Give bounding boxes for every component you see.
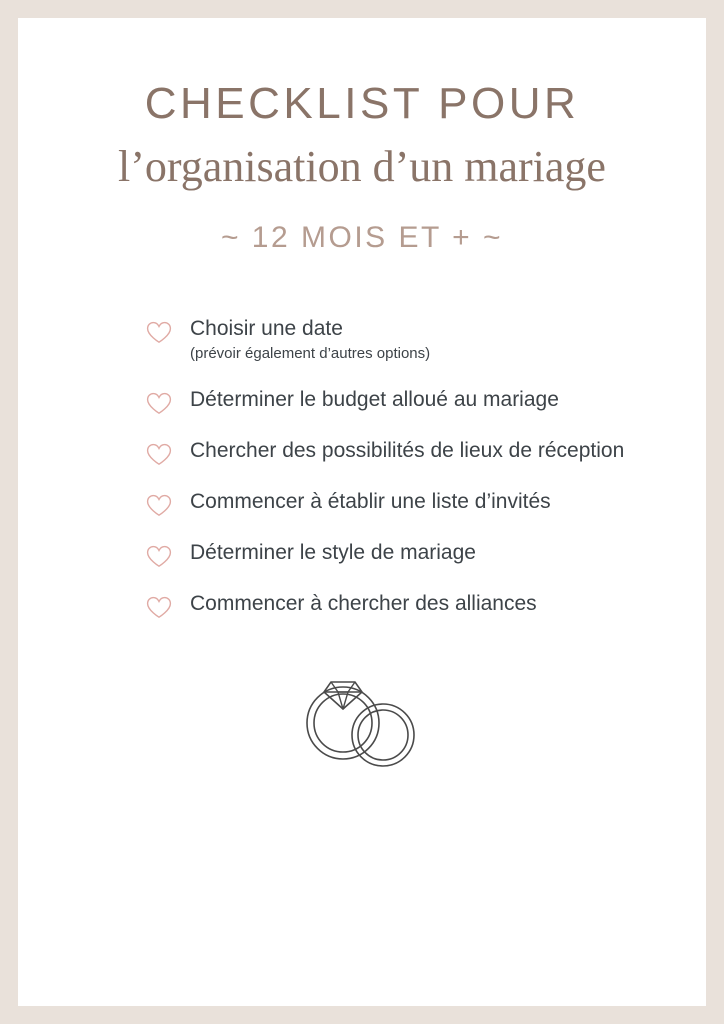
list-item-label: Déterminer le style de mariage bbox=[190, 540, 476, 564]
heart-icon[interactable] bbox=[146, 590, 172, 619]
page-subtitle: l’organisation d’un mariage bbox=[118, 142, 606, 192]
list-item-label: Commencer à chercher des alliances bbox=[190, 591, 537, 615]
checklist-page bbox=[18, 18, 706, 1006]
page-header bbox=[18, 18, 706, 255]
list-item-title: Choisir une date bbox=[190, 316, 343, 340]
heart-icon[interactable] bbox=[146, 437, 172, 466]
checklist bbox=[18, 315, 706, 619]
wedding-rings-icon bbox=[287, 647, 437, 777]
list-item-label: Commencer à établir une liste d’invités bbox=[190, 489, 551, 513]
list-item-label bbox=[190, 315, 430, 364]
list-item[interactable] bbox=[146, 386, 706, 415]
list-item[interactable] bbox=[146, 590, 706, 619]
list-item[interactable] bbox=[146, 315, 706, 364]
heart-icon[interactable] bbox=[146, 539, 172, 568]
wedding-rings-illustration bbox=[18, 647, 706, 777]
list-item-note: (prévoir également d’autres options) bbox=[190, 345, 431, 363]
page-title: CHECKLIST POUR bbox=[144, 79, 580, 128]
heart-icon[interactable] bbox=[146, 386, 172, 415]
list-item-label: Déterminer le budget alloué au mariage bbox=[190, 387, 559, 411]
list-item[interactable] bbox=[146, 437, 706, 466]
list-item[interactable] bbox=[146, 539, 706, 568]
heart-icon[interactable] bbox=[146, 315, 172, 344]
list-item-label: Chercher des possibilités de lieux de réception bbox=[190, 438, 625, 462]
list-item[interactable] bbox=[146, 488, 706, 517]
heart-icon[interactable] bbox=[146, 488, 172, 517]
page-period: ~ 12 MOIS ET + ~ bbox=[220, 220, 504, 254]
